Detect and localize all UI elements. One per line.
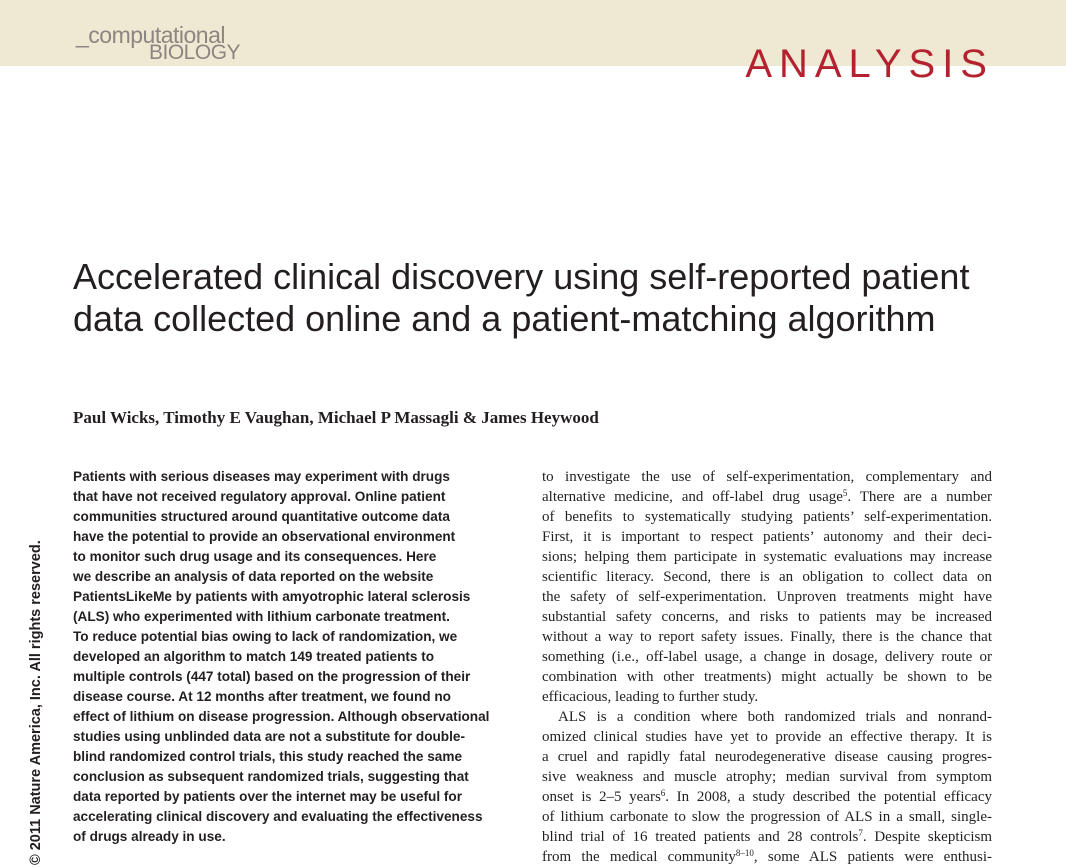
abstract-line: we describe an analysis of data reported on the website — [73, 569, 434, 584]
abstract-line: communities structured around quantitative outcome data — [73, 509, 450, 524]
abstract-line: to monitor such drug usage and its consequences. Here — [73, 549, 437, 564]
citation-ref: 6 — [660, 788, 666, 798]
journal-logo — [76, 23, 256, 69]
abstract-line: multiple controls (447 total) based on the progression of their — [73, 669, 471, 684]
abstract-line: accelerating clinical discovery and evaluating the effectiveness — [73, 809, 483, 824]
body-line: to investigate the use of self-experimentation, complementary and — [542, 469, 992, 485]
body-line: efficacious, leading to further study. — [542, 689, 759, 705]
abstract — [73, 467, 528, 847]
body-line: of lithium carbonate to slow the progression of ALS in a small, single- — [542, 809, 992, 825]
body-line: blind trial of 16 treated patients and 28 controls$^7$. Despite skepticism — [542, 828, 992, 845]
body-line: something (i.e., off-label usage, a change in dosage, delivery route or — [542, 649, 992, 665]
citation-ref: 7 — [858, 828, 863, 838]
body-line: sions; helping them participate in systematic evaluations may increase — [542, 549, 992, 565]
abstract-line: that have not received regulatory approval. Online patient — [73, 489, 446, 504]
abstract-line: To reduce potential bias owing to lack of randomization, we — [73, 629, 458, 644]
body-line: from the medical community$^{8-10}$, some ALS patients were enthusi- — [542, 848, 993, 865]
section-label: ANALYSIS — [745, 42, 994, 86]
body-line: alternative medicine, and off-label drug usage$^5$. There are a number — [542, 488, 992, 505]
body-text — [542, 467, 992, 867]
abstract-line: disease course. At 12 months after treatment, we found no — [73, 689, 451, 704]
body-line: combination with other treatments) might actually be shown to be — [542, 669, 992, 685]
body-line: the safety of self-experimentation. Unproven treatments might have — [542, 589, 992, 605]
body-line: a cruel and rapidly fatal neurodegenerative disease causing progres- — [542, 749, 992, 765]
abstract-line: data reported by patients over the internet may be useful for — [73, 789, 463, 804]
body-line: omized clinical studies have yet to provide an effective therapy. It is — [542, 729, 992, 745]
copyright-notice: © 2011 Nature America, Inc. All rights reserved. — [28, 540, 44, 865]
abstract-line: PatientsLikeMe by patients with amyotrophic lateral sclerosis — [73, 589, 471, 604]
abstract-line: studies using unblinded data are not a substitute for double- — [73, 729, 465, 744]
abstract-line: conclusion as subsequent randomized trials, suggesting that — [73, 769, 469, 784]
abstract-line: of drugs already in use. — [73, 829, 226, 844]
body-line: onset is 2–5 years$^6$. In 2008, a study described the potential efficacy — [542, 788, 992, 805]
body-line: without a way to report safety issues. Finally, there is the chance that — [542, 629, 992, 645]
citation-ref: 8–10 — [735, 848, 754, 858]
logo-biology: BIOLOGY — [149, 41, 241, 64]
abstract-line: have the potential to provide an observational environment — [73, 529, 456, 544]
author-list: Paul Wicks, Timothy E Vaughan, Michael P Massagli & James Heywood — [73, 408, 599, 427]
citation-ref: 5 — [842, 488, 848, 498]
abstract-line: developed an algorithm to match 149 treated patients to — [73, 649, 435, 664]
logo-computational: _computational — [76, 22, 225, 48]
body-line: of benefits to systematically studying patients’ self-experimentation. — [542, 509, 992, 525]
body-line: First, it is important to respect patients’ autonomy and their deci- — [542, 529, 992, 545]
article-title: Accelerated clinical discovery using self-reported patient data collected online and a patient-matching algorithm — [73, 256, 970, 339]
abstract-line: (ALS) who experimented with lithium carbonate treatment. — [73, 609, 450, 624]
body-line: scientific literacy. Second, there is an obligation to collect data on — [542, 569, 992, 585]
body-line: sive weakness and muscle atrophy; median survival from symptom — [542, 769, 992, 785]
body-line: ALS is a condition where both randomized trials and nonrand- — [558, 709, 992, 725]
abstract-line: Patients with serious diseases may experiment with drugs — [73, 469, 450, 484]
body-line: substantial safety concerns, and risks to patients may be increased — [542, 609, 992, 625]
abstract-line: blind randomized control trials, this study reached the same — [73, 749, 463, 764]
abstract-line: effect of lithium on disease progression. Although observational — [73, 709, 490, 724]
